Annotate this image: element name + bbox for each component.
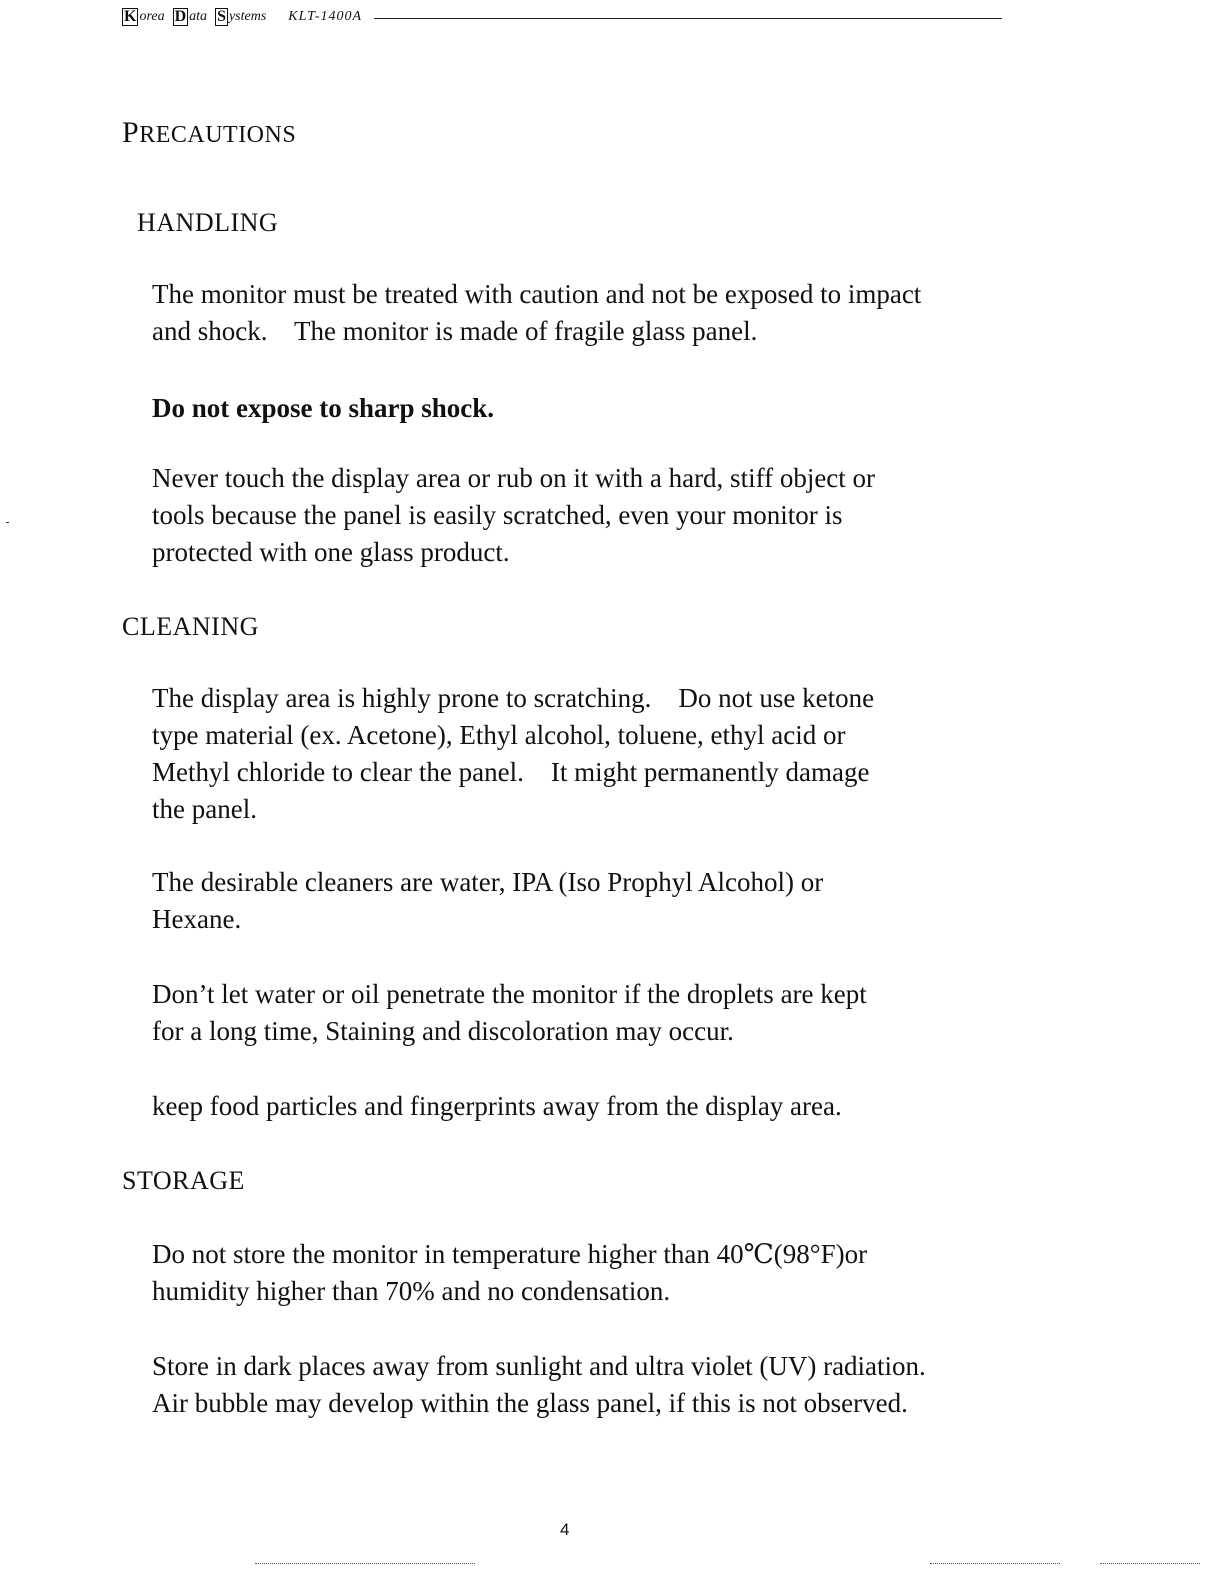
handling-paragraph-1 (152, 276, 921, 350)
page-header (122, 6, 1002, 28)
text-line: protected with one glass product. (152, 537, 510, 567)
text-line: Store in dark places away from sunlight and ultra violet (UV) radiation. (152, 1351, 926, 1381)
header-rule (374, 18, 1002, 19)
cleaning-paragraph-1 (152, 680, 874, 828)
logo-word-data (173, 8, 207, 26)
text-line: keep food particles and fingerprints away from the display area. (152, 1091, 842, 1121)
scan-speck (6, 522, 9, 523)
text-line: Never touch the display area or rub on it with a hard, stiff object or (152, 463, 876, 493)
logo-rest-korea: orea (139, 9, 165, 24)
text-line: the panel. (152, 794, 257, 824)
text-line: The desirable cleaners are water, IPA (Iso Prophyl Alcohol) or (152, 867, 824, 897)
storage-paragraph-1 (152, 1236, 867, 1310)
page-title (122, 116, 296, 150)
section-heading-handling: HANDLING (137, 208, 279, 237)
page-number: 4 (560, 1520, 570, 1539)
logo-letter-d: D (174, 8, 187, 25)
text-line: Air bubble may develop within the glass panel, if this is not observed. (152, 1388, 908, 1418)
text-line: type material (ex. Acetone), Ethyl alcohol, toluene, ethyl acid or (152, 720, 846, 750)
scan-mark (930, 1563, 1060, 1564)
scan-mark (1100, 1563, 1200, 1564)
cleaning-paragraph-2 (152, 864, 823, 938)
logo-rest-systems: ystems (228, 9, 267, 24)
section-heading-cleaning: CLEANING (122, 612, 259, 641)
text-line: and shock. The monitor is made of fragile glass panel. (152, 316, 758, 346)
text-line: Don’t let water or oil penetrate the monitor if the droplets are kept (152, 979, 867, 1009)
logo-word-systems (215, 8, 266, 26)
model-number: KLT-1400A (288, 9, 363, 24)
cleaning-paragraph-3 (152, 976, 867, 1050)
text-line: The monitor must be treated with caution and not be exposed to impact (152, 279, 922, 309)
logo-word-korea (122, 8, 165, 26)
text-line: humidity higher than 70% and no condensation. (152, 1276, 671, 1306)
handling-paragraph-2 (152, 460, 875, 571)
text-line: tools because the panel is easily scratched, even your monitor is (152, 500, 843, 530)
text-line: Methyl chloride to clear the panel. It might permanently damage (152, 757, 870, 787)
title-rest: RECAUTIONS (139, 122, 297, 148)
logo-rest-data: ata (189, 9, 208, 24)
logo-letter-k: K (124, 8, 137, 25)
text-line: Hexane. (152, 904, 242, 934)
section-heading-storage: STORAGE (122, 1166, 245, 1195)
cleaning-paragraph-4 (152, 1088, 842, 1125)
logo-letter-s: S (217, 8, 226, 25)
text-line: The display area is highly prone to scratching. Do not use ketone (152, 683, 875, 713)
handling-warning: Do not expose to sharp shock. (152, 393, 495, 423)
title-initial: P (122, 116, 140, 149)
text-line: Do not store the monitor in temperature higher than 40℃(98°F)or (152, 1239, 868, 1269)
scan-mark (255, 1563, 475, 1564)
text-line: for a long time, Staining and discoloration may occur. (152, 1016, 734, 1046)
storage-paragraph-2 (152, 1348, 926, 1422)
